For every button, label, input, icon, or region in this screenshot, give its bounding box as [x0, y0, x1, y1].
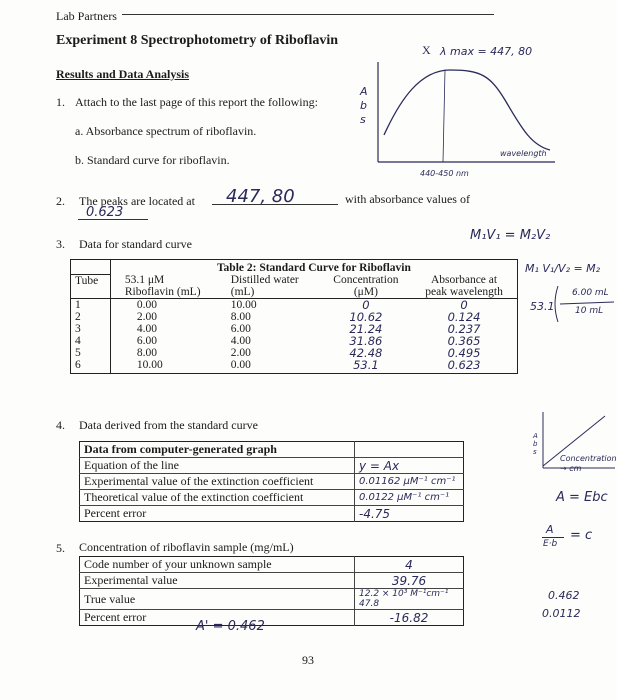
table-row: 3 4.00 6.00 21.24 0.237: [71, 323, 518, 335]
table-row: Code number of your unknown sample 4: [80, 557, 464, 573]
ratio-line: [542, 537, 564, 538]
table-row: Experimental value 39.76: [80, 573, 464, 589]
wavelength-axis-note: wavelength: [500, 149, 547, 158]
q3-number: 3.: [56, 237, 65, 251]
q4-text: Data derived from the standard curve: [79, 418, 258, 432]
q2-text-after: with absorbance values of: [345, 192, 470, 206]
q1-a: a. Absorbance spectrum of riboflavin.: [75, 124, 257, 138]
q2-number: 2.: [56, 194, 65, 208]
q5-text: Concentration of riboflavin sample (mg/mL): [79, 540, 294, 554]
q5-number: 5.: [56, 541, 65, 555]
svg-text:X: X: [422, 43, 431, 57]
abs-axis-note: A b s: [360, 85, 368, 126]
calc-prefix: 53.1: [530, 300, 555, 313]
curve-x-axis-note: Concentration → cm: [560, 454, 617, 473]
abs-header: Absorbance at peak wavelength: [411, 274, 517, 299]
ratio-top: A: [546, 523, 554, 536]
table-row: True value 12.2 × 10³ M⁻¹cm⁻¹ 47.8: [80, 589, 464, 610]
q3-text: Data for standard curve: [79, 237, 192, 251]
table-row: Equation of the line y = Ax: [80, 458, 464, 474]
calc-top: 6.00 mL: [572, 288, 609, 298]
curve-y-axis-note: A b s: [533, 432, 538, 456]
table-row: Experimental value of the extinction coefficient 0.01162 μM⁻¹ cm⁻¹: [80, 474, 464, 490]
page-number: 93: [302, 653, 314, 667]
table-row: 6 10.00 0.00 53.1 0.623: [71, 359, 518, 374]
lab-partners-line: [122, 14, 494, 15]
side-num-1: 0.462: [548, 589, 580, 602]
results-heading: Results and Data Analysis: [56, 67, 190, 81]
ratio-bottom: E·b: [543, 539, 558, 549]
q2-absorbance-value: 0.623: [86, 205, 124, 220]
spectrum-sketch: [340, 40, 570, 190]
q4-number: 4.: [56, 418, 65, 432]
table-row: 4 6.00 4.00 31.86 0.365: [71, 335, 518, 347]
standard-curve-table: [70, 259, 518, 374]
q1-b: b. Standard curve for riboflavin.: [75, 153, 230, 167]
range-note: 440-450 nm: [420, 169, 469, 178]
derived-data-table: [79, 441, 464, 522]
conc-header: Concentration (μM): [321, 274, 411, 299]
tube-header: Tube: [71, 274, 111, 299]
calc-bottom: 10 mL: [575, 306, 604, 316]
unknown-sample-table: [79, 556, 464, 626]
dilution-equation-1: M₁V₁ = M₂V₂: [470, 228, 551, 243]
beer-law-note: A = Ebc: [556, 490, 608, 505]
table-row: 1 0.00 10.00 0 0: [71, 299, 518, 312]
experiment-title: Experiment 8 Spectrophotometry of Riboflavin: [56, 33, 339, 48]
table4-header: Data from computer-generated graph: [80, 442, 355, 458]
lambda-max-note: λ max = 447, 80: [440, 45, 533, 58]
ratio-rhs: = c: [570, 528, 593, 543]
q2-text-before: The peaks are located at: [79, 194, 195, 208]
a-prime-note: A' = 0.462: [196, 619, 265, 634]
lab-partners-label: Lab Partners: [56, 9, 117, 23]
water-header: Distilled water (mL): [227, 274, 321, 299]
q2-peaks-value: 447, 80: [226, 186, 295, 207]
table-row: 2 2.00 8.00 10.62 0.124: [71, 311, 518, 323]
ribo-header: 53.1 μM Riboflavin (mL): [110, 274, 226, 299]
table-row: Theoretical value of the extinction coefficient 0.0122 μM⁻¹ cm⁻¹: [80, 490, 464, 506]
q1-number: 1.: [56, 95, 65, 109]
table2-title: Table 2: Standard Curve for Riboflavin: [216, 262, 411, 274]
table-row: 5 8.00 2.00 42.48 0.495: [71, 347, 518, 359]
table-row: Percent error -16.82: [80, 610, 464, 626]
table-row: Percent error -4.75: [80, 506, 464, 522]
q1-text: Attach to the last page of this report the following:: [75, 95, 318, 109]
dilution-equation-2: M₁ V₁/V₂ = M₂: [525, 262, 601, 275]
side-num-2: 0.0112: [542, 607, 581, 620]
